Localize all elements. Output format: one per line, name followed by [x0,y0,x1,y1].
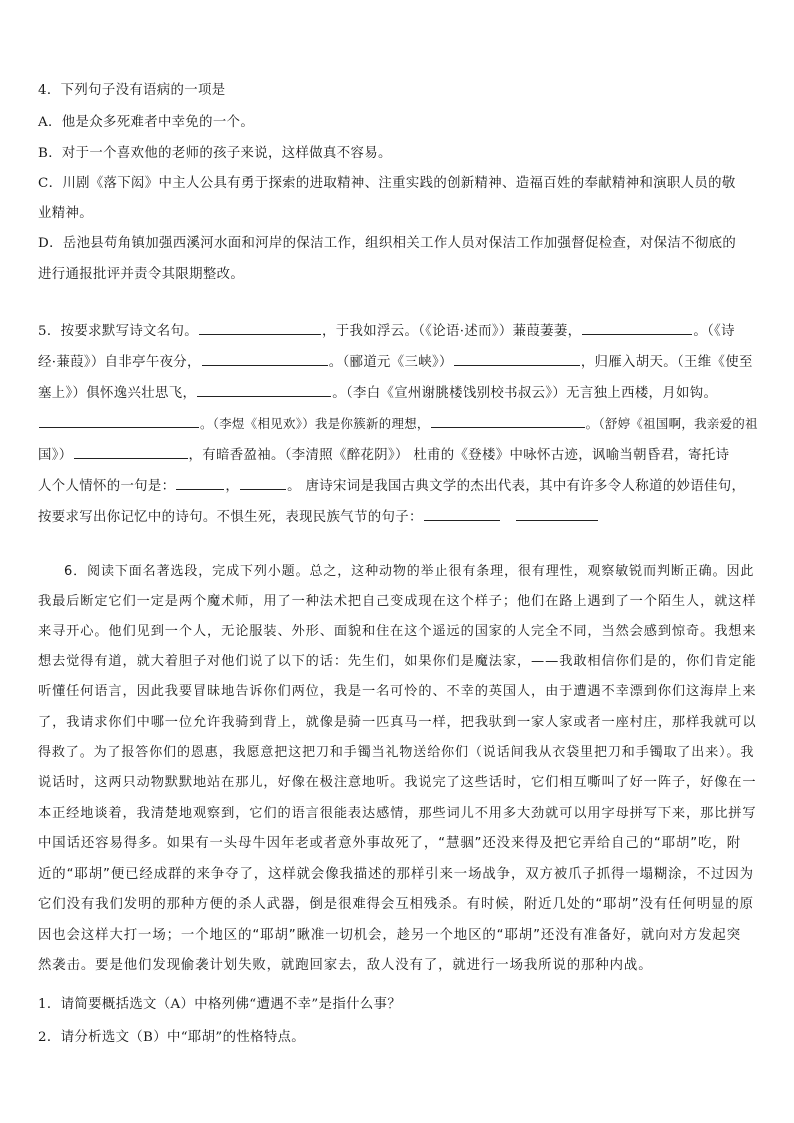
q4-option-b: B．对于一个喜欢他的老师的孩子来说，这样做真不容易。 [38,146,392,161]
q6-paragraph-line: 因也会这样大打一场；一个地区的“耶胡”瞅准一切机会，趁另一个地区的“耶胡”还没有准备好，就向对方发起突 [38,928,742,943]
q6-paragraph-line: 本正经地谈着，我清楚地观察到，它们的语言很能表达感情，那些词儿不用多大劲就可以用字母拼写下来，那比拼写 [38,806,757,821]
q6-paragraph-line: 了，我请求你们中哪一位允许我骑到背上，就像是骑一匹真马一样，把我驮到一家人家或者一座村庄，那样我就可以 [38,715,757,730]
q5-text: 按要求写出你记忆中的诗句。不惧生死，表现民族气节的句子： [38,510,423,525]
answer-blank[interactable] [431,413,585,428]
q6-paragraph-line: 得救了。为了报答你们的恩惠，我愿意把这把刀和手镯当礼物送给你们（说话间我从衣袋里把刀和手镯取了出来）。我 [38,745,755,760]
answer-blank[interactable] [202,351,328,366]
q4-option-d: D．岳池县苟角镇加强西溪河水面和河岸的保洁工作，组织相关工作人员对保洁工作加强督促检查，对保洁不彻底的 [38,236,737,251]
q6-subquestion-1: 1．请简要概括选文（A）中格列佛“遭遇不幸”是指什么事？ [38,997,402,1012]
q5-line-5 [38,444,758,467]
q6-paragraph-line: 我最后断定它们一定是两个魔术师，用了一种法术把自己变成现在这个样子；他们在路上遇到了一个陌生人，就这样 [38,594,757,609]
q5-line-3 [38,382,758,405]
q6-paragraph-line: 然袭击。要是他们发现偷袭计划失败，就跑回家去，敌人没有了，就进行一场我所说的那种内战。 [38,958,653,973]
q5-line-2 [38,351,758,374]
q5-text: 。（李煜《相见欢》）我是你簇新的理想， [200,416,430,431]
q5-line-1 [38,320,758,343]
q4-option-c-cont: 业精神。 [38,206,93,221]
q4-option-a: A．他是众多死难者中幸免的一个。 [38,115,255,130]
q6-paragraph-line: 它们没有我们发明的那种方便的杀人武器，倒是很难得会互相残杀。有时候，附近几处的“耶胡”没有任何明显的原 [38,897,754,912]
q5-text: 。（郦道元《三峡》） [328,355,453,370]
q5-text: 经·蒹葭》）自非亭午夜分， [38,355,201,370]
answer-blank[interactable] [197,382,331,397]
q6-paragraph-line: 中国话还容易得多。如果有一头母牛因年老或者意外事故死了，“慧骃”还没来得及把它弄给自己的“耶胡”吃，附 [38,836,742,851]
q6-paragraph-line: 近的“耶胡”便已经成群的来争夺了，这样就会像我描述的那样引来一场战争，双方被爪子抓得一塌糊涂，不过因为 [38,867,754,882]
q5-text: ，于我如浮云。（《论语·述而》）蒹葭萋萋， [322,324,582,339]
q4-option-c: C．川剧《落下闳》中主人公具有勇于探索的进取精神、注重实践的创新精神、造福百姓的奉献精神和演职人员的敬 [38,176,736,191]
q6-paragraph-line: 来寻开心。他们见到一个人，无论服装、外形、面貌和住在这个遥远的国家的人完全不同，当然会感到惊奇。我想来 [38,624,757,639]
q5-line-6 [38,475,758,498]
q6-paragraph-line: 听懂任何语言，因此我要冒昧地告诉你们两位，我是一名可怜的、不幸的英国人，由于遭遇不幸漂到你们这海岸上来 [38,684,757,699]
q6-paragraph-line: 6．阅读下面名著选段，完成下列小题。总之，这种动物的举止很有条理，很有理性，观察敏锐而判断正确。因此 [64,564,755,579]
q4-option-d-cont: 进行通报批评并责令其限期整改。 [38,267,245,282]
q5-text: 。（李白《宣州谢朓楼饯别校书叔云》）无言独上西楼，月如钩。 [332,386,718,401]
q5-line-7 [38,506,758,529]
q5-line-4 [38,413,758,435]
answer-blank[interactable] [516,506,598,521]
answer-blank[interactable] [176,475,224,490]
q6-paragraph-line: 想去觉得有道，就大着胆子对他们说了以下的话：先生们，如果你们是魔法家，——我敢相信你们是的，你们肯定能 [38,654,757,669]
answer-blank[interactable] [240,475,286,490]
q5-text: ，有暗香盈袖。（李清照《醉花阴》） 杜甫的《登楼》中咏怀古迹，讽喻当朝昏君，寄托诗 [188,448,730,463]
q6-subquestion-2: 2．请分析选文（B）中“耶胡”的性格特点。 [38,1030,306,1045]
q5-text: 。（舒婷《祖国啊，我亲爱的祖 [585,416,758,431]
answer-blank[interactable] [424,506,500,521]
q5-text: 5．按要求默写诗文名句。 [38,324,199,339]
q5-text: 。（《诗 [693,324,735,339]
answer-blank[interactable] [199,320,321,335]
answer-blank[interactable] [74,444,188,459]
answer-blank[interactable] [39,413,199,428]
q5-text: 人个人情怀的一句是： [38,479,176,494]
q5-text: 塞上》）俱怀逸兴壮思飞， [38,386,197,401]
q5-text: ，归雁入胡天。（王维《使至 [580,355,753,370]
q5-text: ， [225,479,240,494]
q5-text: 国》） [38,448,73,463]
q4-stem: 4．下列句子没有语病的一项是 [38,83,226,98]
answer-blank[interactable] [454,351,580,366]
q6-paragraph-line: 说话时，这两只动物默默地站在那儿，好像在极注意地听。我说完了这些话时，它们相互嘶叫了好一阵子，好像在一 [38,775,757,790]
q5-text: 。 唐诗宋词是我国古典文学的杰出代表，其中有许多令人称道的妙语佳句， [287,479,746,494]
answer-blank[interactable] [582,320,692,335]
